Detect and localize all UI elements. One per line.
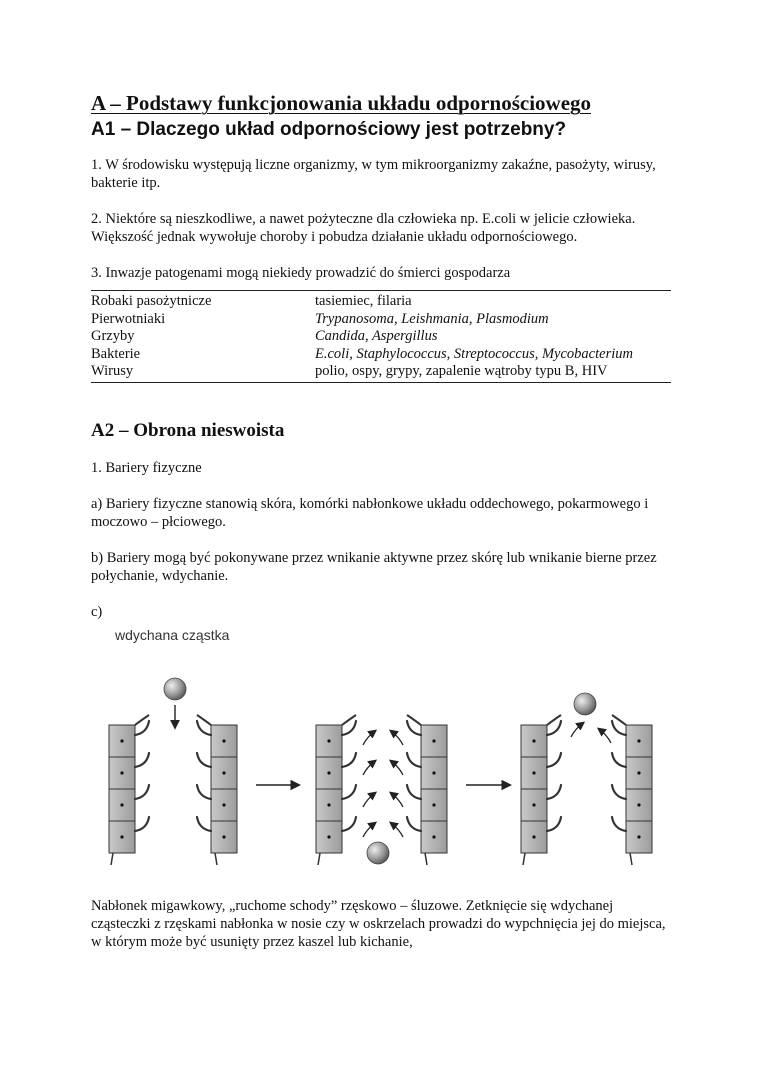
a2-paragraph-c: c): [91, 603, 103, 620]
table-cell-group: Grzyby: [91, 328, 135, 344]
epithelium-column-1-right: [197, 715, 237, 865]
table-cell-group: Pierwotniaki: [91, 310, 166, 327]
table-cell-group: Robaki pasożytnicze: [91, 293, 212, 309]
pathogen-table: [91, 290, 671, 383]
document-page: [91, 90, 671, 951]
table-cell-examples: tasiemiec, filaria: [315, 293, 412, 309]
inhaled-particle-middle: [367, 842, 389, 864]
table-row: [91, 311, 671, 329]
section-a1-title: A1 – Dlaczego układ odpornościowy jest potrzebny?: [91, 119, 567, 140]
cilia-motion-arrow: [363, 731, 375, 745]
main-heading: A – Podstawy funkcjonowania układu odpornościowego: [91, 91, 592, 115]
table-row: [91, 328, 671, 346]
table-cell-group: Wirusy: [91, 363, 134, 379]
cilia-motion-arrow: [391, 761, 403, 775]
a2-paragraph-a: a) Bariery fizyczne stanowią skóra, komórki nabłonkowe układu oddechowego, pokarmowego i moczowo – płciowego.: [91, 495, 649, 530]
table-cell-examples: polio, ospy, grypy, zapalenie wątroby typu B, HIV: [315, 363, 608, 379]
section-a2-title: A2 – Obrona nieswoista: [91, 419, 285, 441]
a2-paragraph-b: b) Bariery mogą być pokonywane przez wnikanie aktywne przez skórę lub wnikanie bierne przez połychanie, wdychanie.: [91, 549, 657, 584]
cilia-motion-arrow: [363, 793, 375, 807]
a2-paragraph-1: 1. Bariery fizyczne: [91, 459, 202, 476]
epithelium-column-3-left: [521, 715, 561, 865]
table-cell-group: Bakterie: [91, 345, 141, 362]
epithelium-column-2-right: [407, 715, 447, 865]
a1-paragraph-2: 2. Niektóre są nieszkodliwe, a nawet pożyteczne dla człowieka np. E.coli w jelicie człowieka. Większość jednak wywołuje choroby i pobudza działanie układu odpornościowego.: [91, 211, 636, 245]
table-cell-examples: Trypanosoma, Leishmania, Plasmodium: [315, 310, 549, 327]
a1-paragraph-1: 1. W środowisku występują liczne organizmy, w tym mikroorganizmy zakaźne, pasożyty, wirusy, bakterie itp.: [91, 157, 656, 191]
a1-paragraph-3: 3. Inwazje patogenami mogą niekiedy prowadzić do śmierci gospodarza: [91, 265, 511, 281]
figure-label: wdychana cząstka: [115, 626, 230, 643]
inhaled-particle-end: [574, 693, 596, 715]
table-row: [91, 291, 671, 311]
ciliated-epithelium-figure: [91, 625, 671, 875]
epithelium-column-2-left: [316, 715, 356, 865]
cilia-motion-arrow: [363, 761, 375, 775]
table-cell-examples: E.coli, Staphylococcus, Streptococcus, Mycobacterium: [315, 345, 633, 362]
epithelium-column-3-right: [612, 715, 652, 865]
cilia-motion-arrow: [363, 823, 375, 837]
figure-caption: Nabłonek migawkowy, „ruchome schody” rzęskowo – śluzowe. Zetknięcie się wdychanej cząsteczki z rzęskami nabłonka w nosie czy w oskrzelach prowadzi do wypchnięcia jej do miejsca, w którym może być usunięty przez kaszel lub kichanie,: [91, 897, 666, 950]
cilia-motion-arrow: [391, 823, 403, 837]
cilia-motion-arrow: [571, 723, 583, 737]
epithelium-column-1-left: [109, 715, 149, 865]
cilia-motion-arrow: [391, 731, 403, 745]
table-row: [91, 346, 671, 364]
table-cell-examples: Candida, Aspergillus: [315, 328, 438, 344]
cilia-motion-arrow: [391, 793, 403, 807]
epithelium-diagram: [91, 625, 671, 875]
cilia-motion-arrow: [599, 729, 611, 743]
inhaled-particle-start: [164, 678, 186, 727]
table-row: [91, 363, 671, 382]
